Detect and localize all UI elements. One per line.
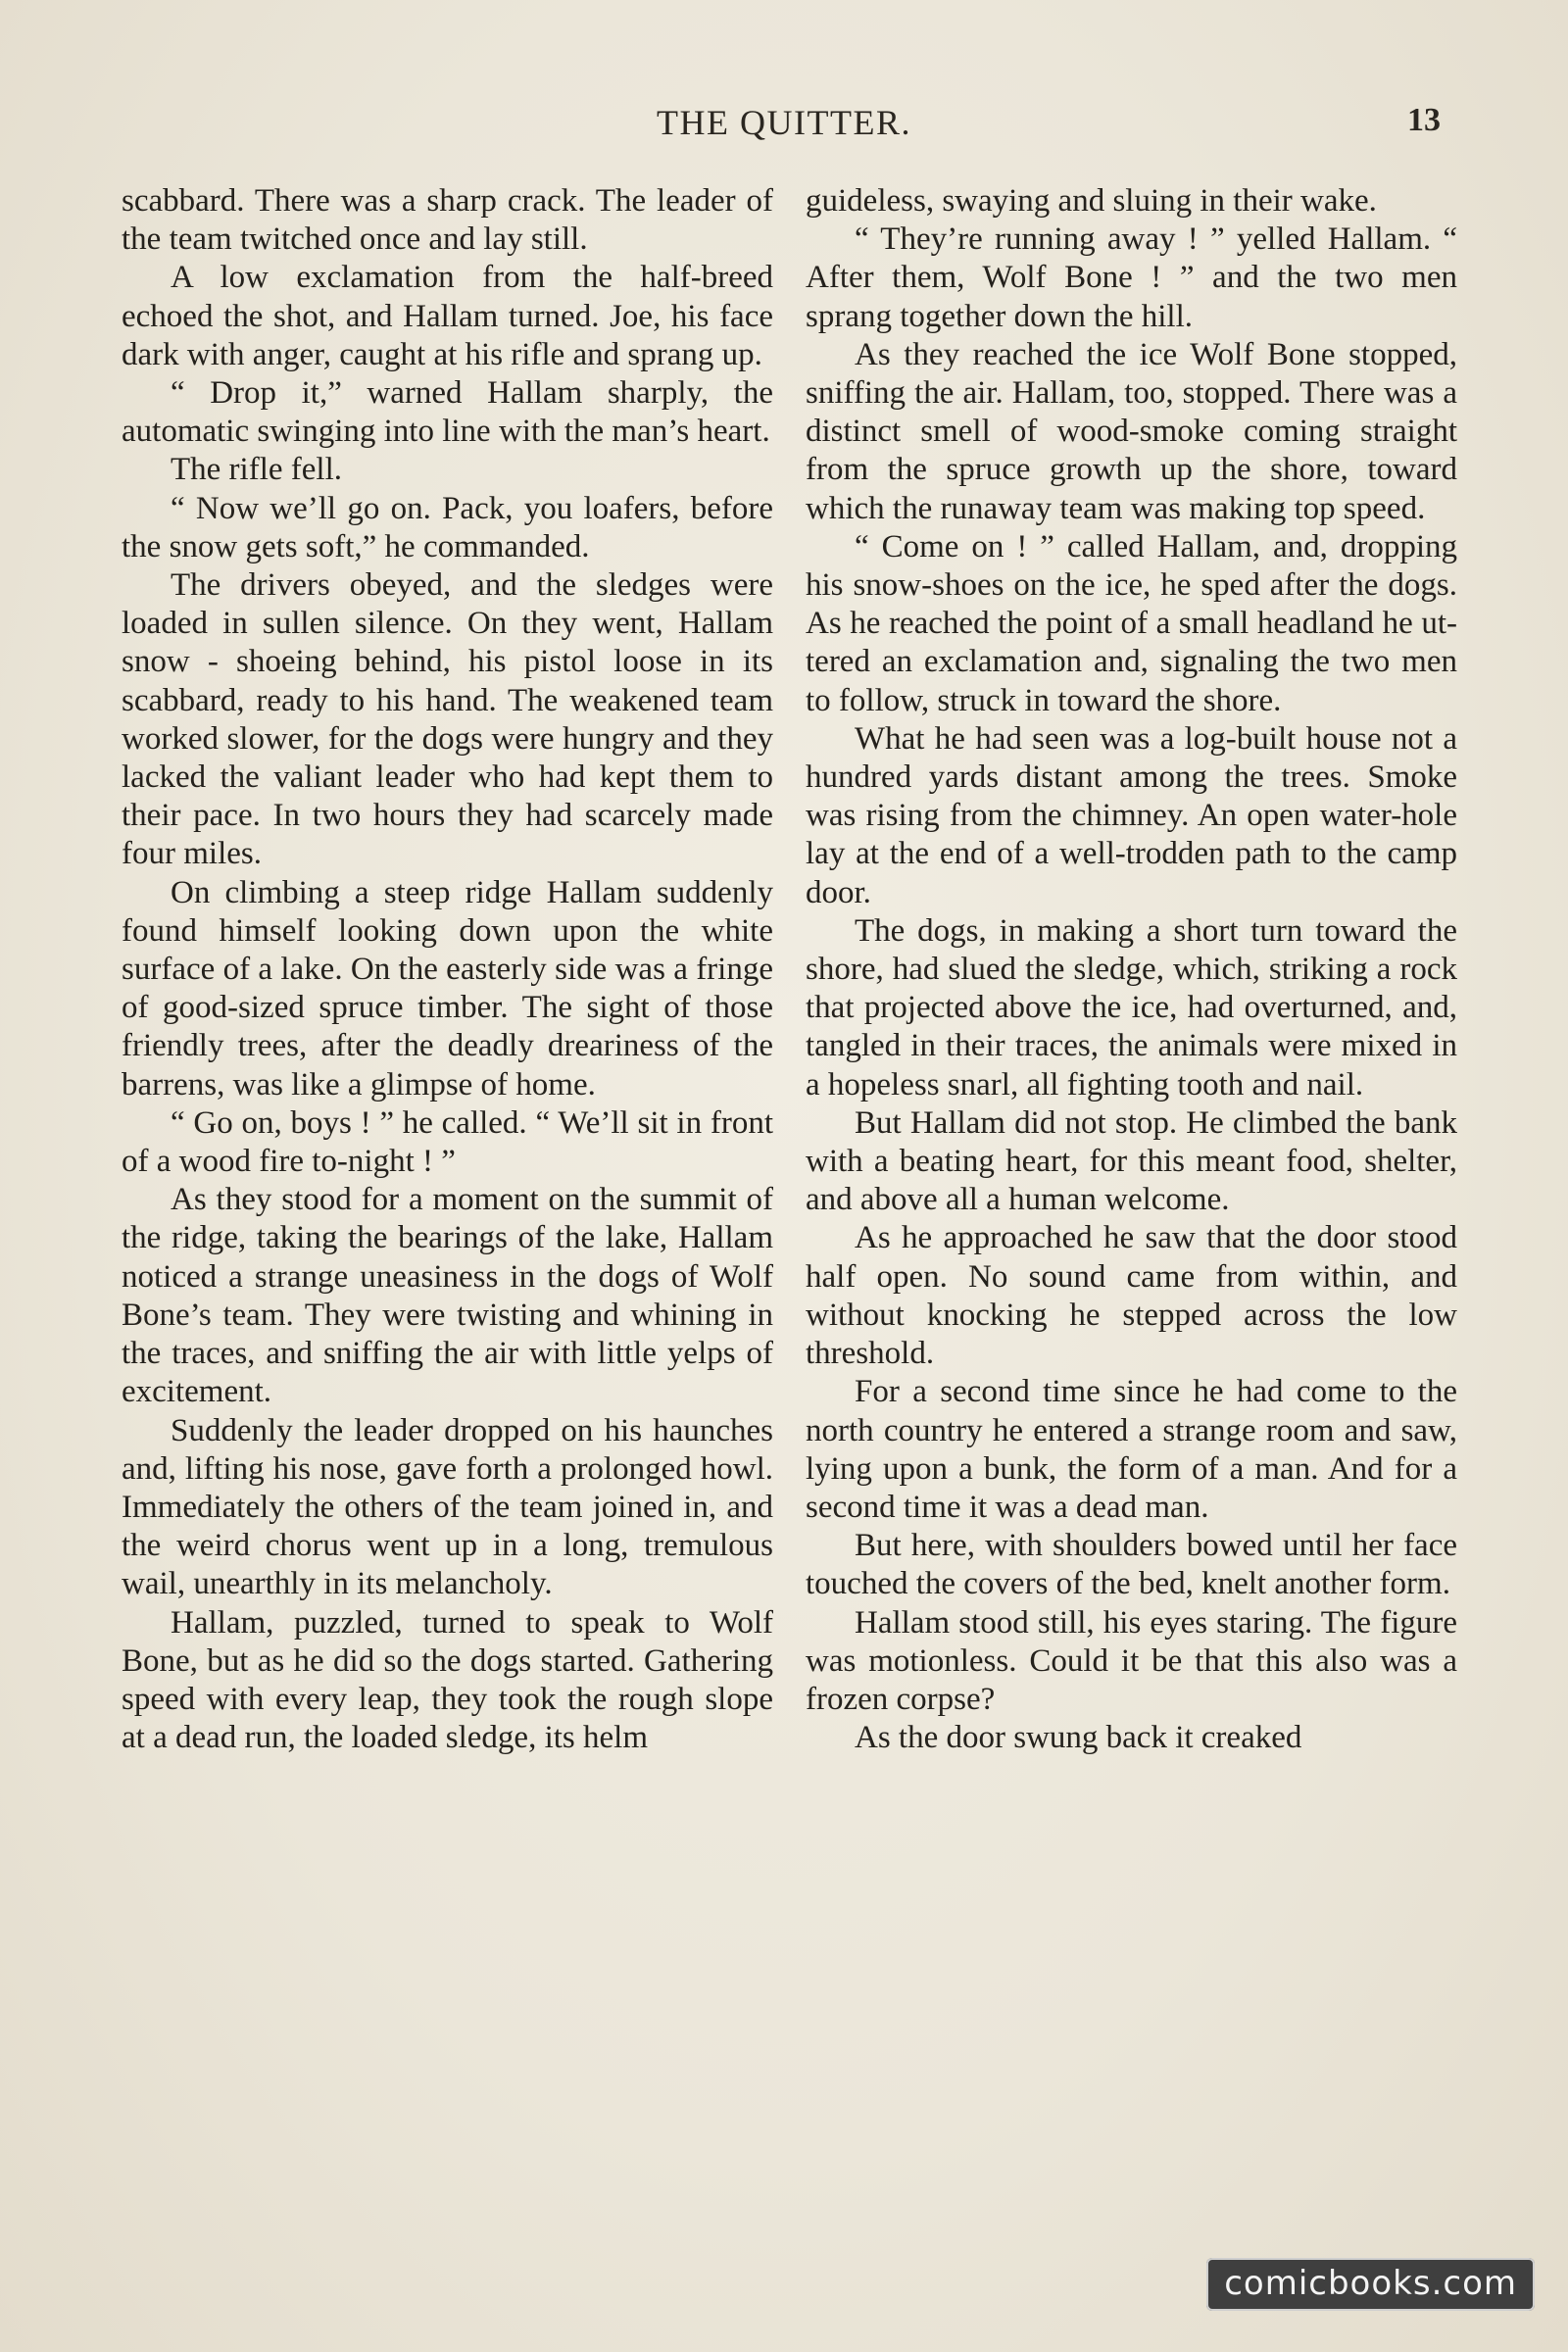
paragraph: On climbing a steep ridge Hallam suddenly found himself looking down upon the white surface of a lake. On the easterly side was a fringe of good-sized spruce timber. The sight of those friendly trees, after the deadly dreariness of the barrens, was like a glimpse of home. xyxy=(122,874,773,1102)
page-title: THE QUITTER. xyxy=(657,103,911,142)
paragraph: As they reached the ice Wolf Bone stopped, sniffing the air. Hallam, too, stopped. There was a distinct smell of wood-smoke coming straight from the spruce growth up the shore, toward which the runaway team was making top speed. xyxy=(806,336,1457,526)
paragraph: Hallam stood still, his eyes staring. The figure was motionless. Could it be that this also was a frozen corpse? xyxy=(806,1604,1457,1717)
paragraph: A low exclamation from the half-breed echoed the shot, and Hallam turned. Joe, his face dark with anger, caught at his rifle and sprang up. xyxy=(122,260,773,372)
paragraph: “ Go on, boys ! ” he called. “ We’ll sit in front of a wood fire to-night ! ” xyxy=(122,1104,773,1180)
paragraph: For a second time since he had come to the north country he entered a strange room and saw, lying upon a bunk, the form of a man. And for a second time it was a dead man. xyxy=(806,1374,1457,1525)
paragraph: As the door swung back it creaked xyxy=(855,1720,1302,1756)
paragraph: “ Come on ! ” called Hallam, and, dropping his snow-shoes on the ice, he sped after the dogs. As he reached the point of a small headland he uttered an exclamation and, signaling the two men to follow, struck in toward the shore. xyxy=(806,528,1457,718)
paragraph: “ They’re running away ! ” yelled Hallam. “ After them, Wolf Bone ! ” and the two men sprang together down the hill. xyxy=(806,221,1457,334)
paragraph: But here, with shoulders bowed until her face touched the covers of the bed, knelt another form. xyxy=(806,1528,1457,1602)
paragraph: guideless, swaying and sluing in their wake. xyxy=(806,183,1377,219)
paragraph: The rifle fell. xyxy=(171,452,342,488)
paragraph: As they stood for a moment on the summit of the ridge, taking the bearings of the lake, Hallam noticed a strange uneasiness in the dogs of Wolf Bone’s team. They were twisting and whining in the traces, and sniffing the air with little yelps of excitement. xyxy=(122,1182,773,1410)
paragraph: What he had seen was a log-built house not a hundred yards distant among the trees. Smoke was rising from the chimney. An open water-hole lay at the end of a well-trodden path to the camp door. xyxy=(806,720,1457,910)
paragraph: scabbard. There was a sharp crack. The leader of the team twitched once and lay still. xyxy=(122,183,773,258)
paragraph: The dogs, in making a short turn toward the shore, had slued the sledge, which, striking a rock that projected above the ice, had overturned, and, tangled in their traces, the animals were mixed in a hopeless snarl, all fighting tooth and nail. xyxy=(806,912,1457,1102)
watermark-logo: comicbooks.com xyxy=(1206,2258,1535,2311)
paragraph: The drivers obeyed, and the sledges were loaded in sullen silence. On they went, Hallam snow - shoeing behind, his pistol loose in its scabbard, ready to his hand. The weakened team worked slower, for the dogs were hungry and they lacked the valiant leader who had kept them to their pace. In two hours they had scarcely made four miles. xyxy=(122,567,773,872)
paragraph: Suddenly the leader dropped on his haunches and, lifting his nose, gave forth a prolonged howl. Immediately the others of the team joined in, and the weird chorus went up in a long, tremulous wail, unearthly in its melancholy. xyxy=(122,1412,773,1602)
paragraph: But Hallam did not stop. He climbed the bank with a beating heart, for this meant food, shelter, and above all a human welcome. xyxy=(806,1104,1457,1218)
left-column xyxy=(122,182,773,1757)
paragraph: As he approached he saw that the door stood half open. No sound came from within, and without knocking he stepped across the low threshold. xyxy=(806,1220,1457,1372)
page-number: 13 xyxy=(1407,102,1441,138)
paragraph: Hallam, puzzled, turned to speak to Wolf Bone, but as he did so the dogs started. Gathering speed with every leap, they took the rough slope at a dead run, the loaded sledge, its helm xyxy=(122,1604,773,1756)
paragraph: “ Drop it,” warned Hallam sharply, the automatic swinging into line with the man’s heart. xyxy=(122,375,773,450)
paragraph: “ Now we’ll go on. Pack, you loafers, before the snow gets soft,” he commanded. xyxy=(122,490,773,564)
right-column xyxy=(806,182,1457,1757)
running-head xyxy=(0,102,1568,151)
